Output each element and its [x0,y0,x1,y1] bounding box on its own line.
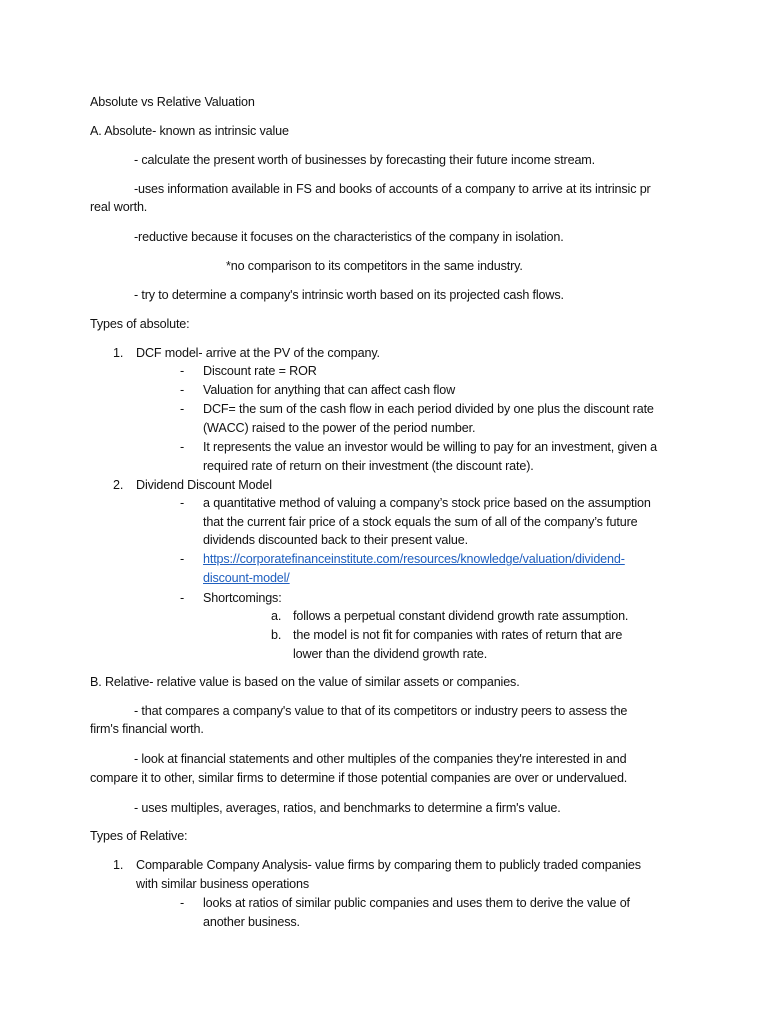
list-letter: b. [271,628,282,642]
section-a-point-cont: real worth. [90,200,148,214]
section-a-point: -uses information available in FS and books of accounts of a company to arrive at its intrinsic pr [134,182,651,196]
ddm-title: Dividend Discount Model [136,478,272,492]
section-b-point: - look at financial statements and other multiples of the companies they're interested in and [134,752,627,766]
shortcoming-item-cont: lower than the dividend growth rate. [293,647,488,661]
bullet-dash: - [180,402,185,416]
shortcoming-item: the model is not fit for companies with rates of return that are [293,628,623,642]
section-a-note: *no comparison to its competitors in the same industry. [226,259,523,273]
list-item-cont: that the current fair price of a stock equals the sum of all of the company’s future [203,515,638,529]
list-item: Valuation for anything that can affect cash flow [203,383,456,397]
bullet-dash: - [180,896,185,910]
list-letter: a. [271,609,282,623]
list-item-cont: dividends discounted back to their present value. [203,533,468,547]
section-a-point: - try to determine a company's intrinsic worth based on its projected cash flows. [134,288,564,302]
section-a-point: -reductive because it focuses on the characteristics of the company in isolation. [134,230,564,244]
cca-title: Comparable Company Analysis- value firms by comparing them to publicly traded companies [136,858,641,872]
bullet-dash: - [180,591,185,605]
section-b-point-cont: compare it to other, similar firms to determine if those potential companies are over or undervalued. [90,771,628,785]
list-item: DCF= the sum of the cash flow in each period divided by one plus the discount rate [203,402,654,416]
bullet-dash: - [180,383,185,397]
section-a-point: - calculate the present worth of businesses by forecasting their future income stream. [134,153,595,167]
types-relative-heading: Types of Relative: [90,829,188,843]
section-b-point: - that compares a company's value to that of its competitors or industry peers to assess the [134,704,628,718]
list-item-cont: required rate of return on their investment (the discount rate). [203,459,534,473]
bullet-dash: - [180,496,185,510]
dcf-model-title: DCF model- arrive at the PV of the company. [136,346,380,360]
bullet-dash: - [180,552,185,566]
list-item: looks at ratios of similar public companies and uses them to derive the value of [203,896,630,910]
document-title: Absolute vs Relative Valuation [90,95,255,109]
types-absolute-heading: Types of absolute: [90,317,190,331]
section-b-point: - uses multiples, averages, ratios, and benchmarks to determine a firm's value. [134,801,561,815]
list-number: 1. [113,346,124,360]
ddm-link[interactable]: https://corporatefinanceinstitute.com/resources/knowledge/valuation/dividend- [203,552,625,566]
section-b-heading: B. Relative- relative value is based on the value of similar assets or companies. [90,675,520,689]
shortcomings-label: Shortcomings: [203,591,282,605]
cca-title-cont: with similar business operations [136,877,309,891]
list-number: 2. [113,478,124,492]
shortcoming-item: follows a perpetual constant dividend growth rate assumption. [293,609,629,623]
list-number: 1. [113,858,124,872]
list-item-cont: (WACC) raised to the power of the period number. [203,421,476,435]
list-item-cont: another business. [203,915,300,929]
bullet-dash: - [180,364,185,378]
section-b-point-cont: firm's financial worth. [90,722,204,736]
bullet-dash: - [180,440,185,454]
ddm-link-cont[interactable]: discount-model/ [203,571,290,585]
section-a-heading: A. Absolute- known as intrinsic value [90,124,289,138]
list-item: It represents the value an investor would be willing to pay for an investment, given a [203,440,658,454]
list-item: Discount rate = ROR [203,364,317,378]
list-item: a quantitative method of valuing a company’s stock price based on the assumption [203,496,651,510]
